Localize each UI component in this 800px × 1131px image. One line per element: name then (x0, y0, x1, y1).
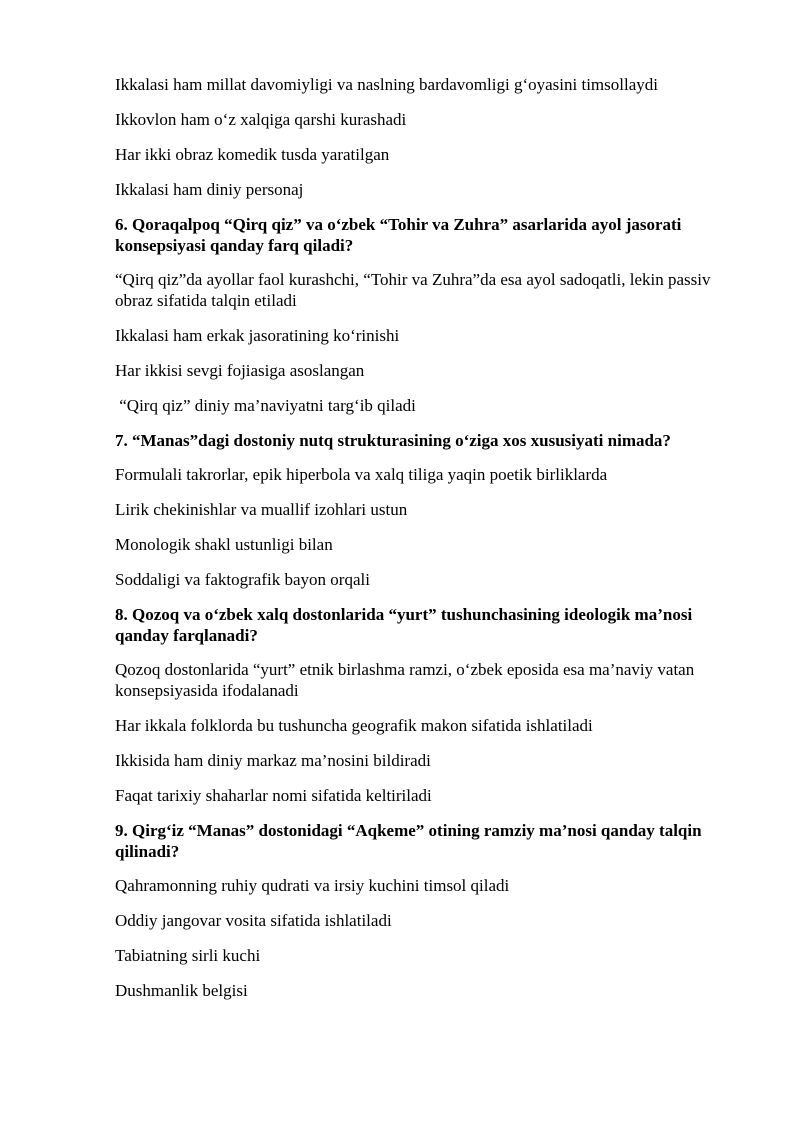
document-page (115, 74, 735, 1015)
answer-option: Monologik shakl ustunligi bilan (115, 535, 333, 554)
answer-option: Qahramonning ruhiy qudrati va irsiy kuchini timsol qiladi (115, 876, 510, 895)
question-9: 9. Qirg‘iz “Manas” dostonidagi “Aqkeme” otining ramziy ma’nosi qanday talqin qilinadi? (115, 821, 702, 861)
answer-option: Ikkisida ham diniy markaz ma’nosini bildiradi (115, 751, 431, 770)
question-6: 6. Qoraqalpoq “Qirq qiz” va o‘zbek “Tohir va Zuhra” asarlarida ayol jasorati konsepsiyasi qanday farq qiladi? (115, 215, 682, 255)
answer-option: Oddiy jangovar vosita sifatida ishlatiladi (115, 911, 392, 930)
question-7: 7. “Manas”dagi dostoniy nutq strukturasining o‘ziga xos xususiyati nimada? (115, 431, 671, 450)
answer-option: Dushmanlik belgisi (115, 981, 248, 1000)
answer-option: Har ikkisi sevgi fojiasiga asoslangan (115, 361, 365, 380)
answer-option: Soddaligi va faktografik bayon orqali (115, 570, 370, 589)
answer-option: Tabiatning sirli kuchi (115, 946, 261, 965)
answer-option: Ikkalasi ham erkak jasoratining ko‘rinishi (115, 326, 400, 345)
answer-option: Har ikkala folklorda bu tushuncha geografik makon sifatida ishlatiladi (115, 716, 593, 735)
answer-option: Ikkalasi ham diniy personaj (115, 180, 304, 199)
answer-option: Ikkovlon ham o‘z xalqiga qarshi kurashadi (115, 110, 407, 129)
answer-option: Ikkalasi ham millat davomiyligi va naslning bardavomligi g‘oyasini timsollaydi (115, 75, 658, 94)
answer-option: Faqat tarixiy shaharlar nomi sifatida keltiriladi (115, 786, 432, 805)
answer-option: “Qirq qiz” diniy ma’naviyatni targ‘ib qiladi (115, 396, 416, 415)
answer-option: “Qirq qiz”da ayollar faol kurashchi, “Tohir va Zuhra”da esa ayol sadoqatli, lekin passiv obraz sifatida talqin etiladi (115, 270, 711, 310)
answer-option: Har ikki obraz komedik tusda yaratilgan (115, 145, 390, 164)
question-8: 8. Qozoq va o‘zbek xalq dostonlarida “yurt” tushunchasining ideologik ma’nosi qanday farqlanadi? (115, 605, 693, 645)
answer-option: Qozoq dostonlarida “yurt” etnik birlashma ramzi, o‘zbek eposida esa ma’naviy vatan konsepsiyasida ifodalanadi (115, 660, 695, 700)
answer-option: Lirik chekinishlar va muallif izohlari ustun (115, 500, 408, 519)
answer-option: Formulali takrorlar, epik hiperbola va xalq tiliga yaqin poetik birliklarda (115, 465, 608, 484)
